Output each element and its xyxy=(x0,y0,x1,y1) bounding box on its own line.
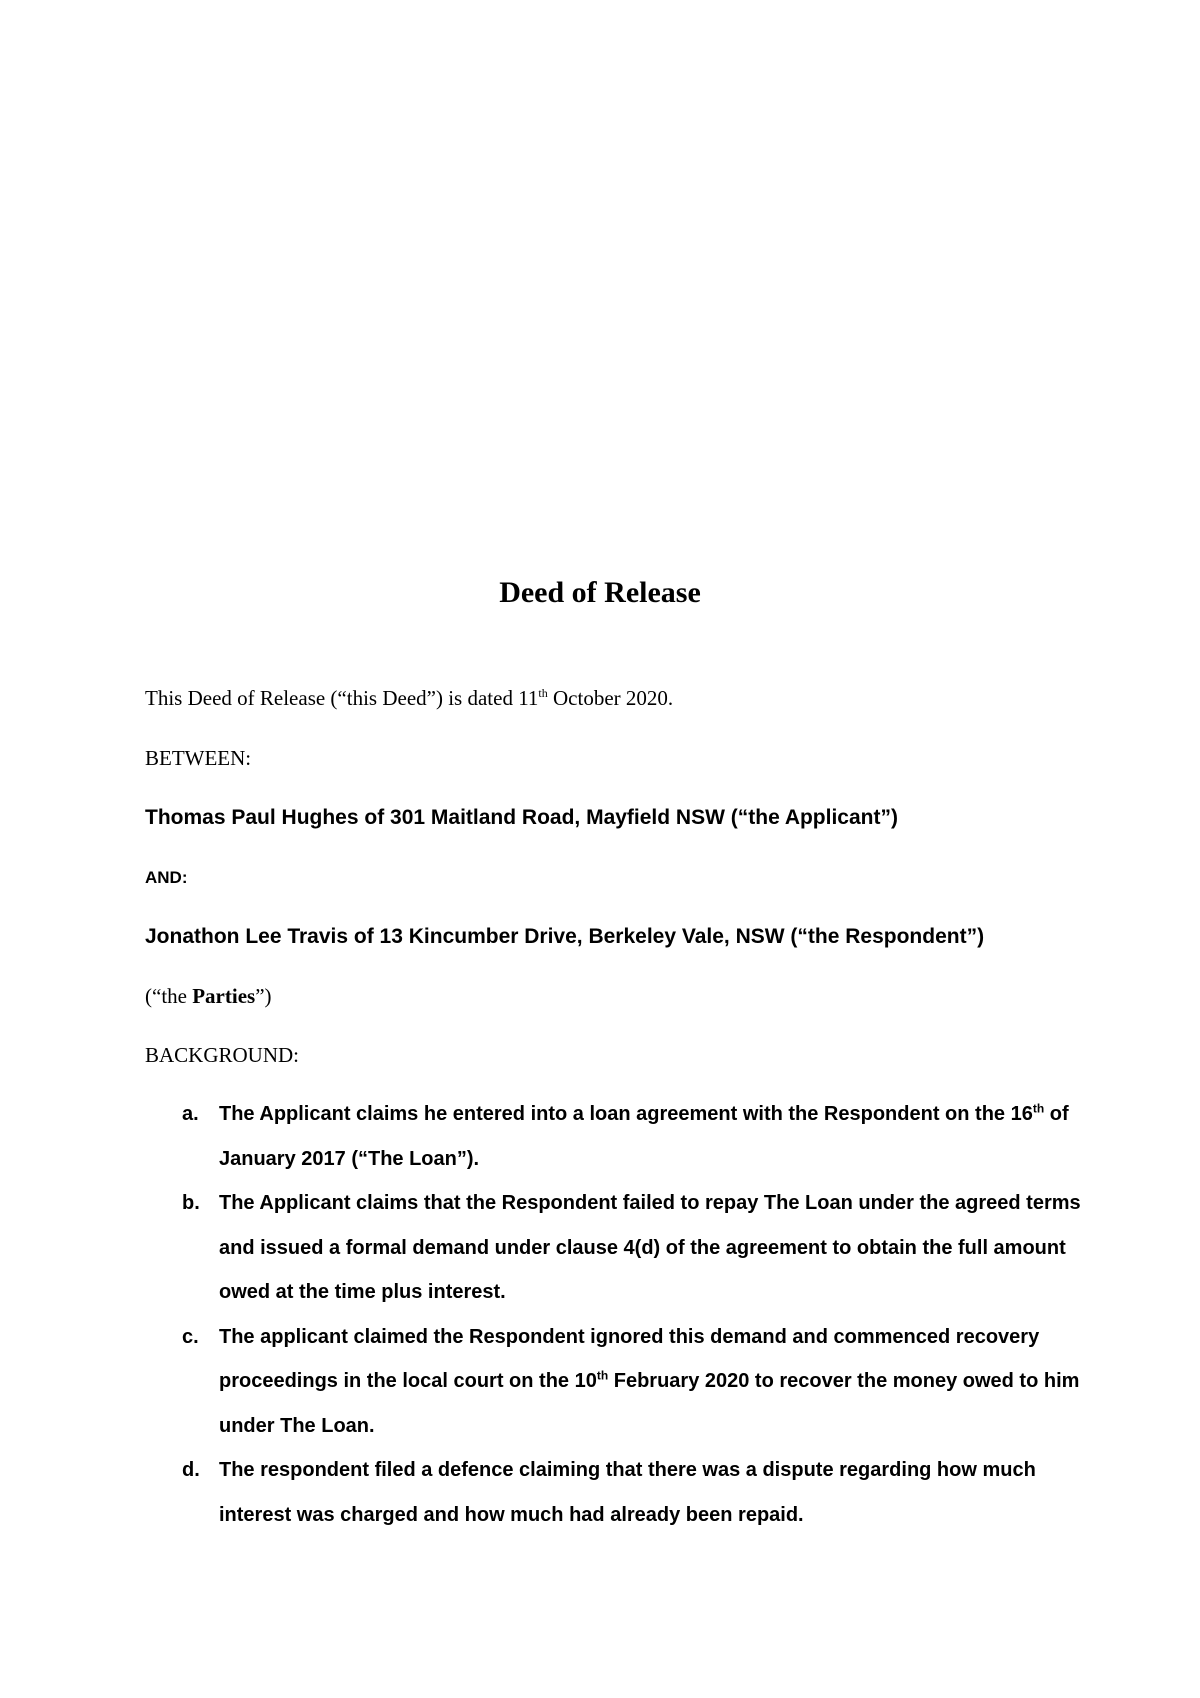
list-item xyxy=(182,1448,1082,1537)
applicant-term: Applicant xyxy=(784,806,881,829)
parties-term: Parties xyxy=(192,984,256,1008)
respondent-line-suffix: ”) xyxy=(966,925,985,948)
list-item-text-end: of January 2017 (“The Loan”). xyxy=(219,1103,1069,1170)
list-item-text: The respondent filed a defence claiming that there was a dispute regarding how much interest was charged and how much had already been repaid. xyxy=(219,1459,1036,1526)
list-item-ordinal: th xyxy=(1032,1101,1045,1116)
list-item xyxy=(182,1181,1082,1315)
background-label: BACKGROUND: xyxy=(145,1043,300,1067)
list-item-text: The Applicant claims that the Respondent failed to repay The Loan under the agreed terms and issued a formal demand under clause 4(d) of the agreement to obtain the full amount owed at the time plus interest. xyxy=(219,1192,1081,1303)
respondent-line-prefix: Jonathon Lee Travis of 13 Kincumber Drive, Berkeley Vale, NSW (“the xyxy=(145,925,846,948)
dated-line xyxy=(145,686,673,711)
between-label: BETWEEN: xyxy=(145,746,252,770)
applicant-line xyxy=(145,806,898,830)
list-item xyxy=(182,1315,1082,1449)
list-item-marker: d. xyxy=(182,1459,200,1481)
list-item xyxy=(182,1092,1082,1181)
background-list xyxy=(182,1092,1082,1537)
respondent-term: Respondent xyxy=(845,925,967,948)
document-title: Deed of Release xyxy=(499,576,701,609)
parties-line xyxy=(145,984,272,1009)
applicant-line-prefix: Thomas Paul Hughes of 301 Maitland Road, Mayfield NSW (“the xyxy=(145,806,785,829)
dated-line-suffix: October 2020. xyxy=(547,686,674,710)
parties-line-prefix: (“the xyxy=(145,984,193,1008)
list-item-text: The applicant claimed the Respondent ignored this demand and commenced recovery proceedings in the local court on the 10 xyxy=(219,1325,1040,1392)
list-item-ordinal: th xyxy=(596,1368,609,1383)
list-item-text: The Applicant claims he entered into a loan agreement with the Respondent on the 16 xyxy=(219,1103,1033,1125)
and-label: AND: xyxy=(145,868,188,887)
parties-line-suffix: ”) xyxy=(255,984,272,1008)
list-item-marker: a. xyxy=(182,1103,199,1125)
dated-line-ordinal: th xyxy=(538,686,548,700)
list-item-marker: c. xyxy=(182,1325,199,1348)
dated-line-prefix: This Deed of Release (“this Deed”) is dated 11 xyxy=(145,686,539,710)
list-item-marker: b. xyxy=(182,1192,200,1214)
applicant-line-suffix: ”) xyxy=(880,806,898,829)
respondent-line xyxy=(145,925,984,949)
list-item-text-end: February 2020 to recover the money owed to him under The Loan. xyxy=(219,1370,1080,1437)
